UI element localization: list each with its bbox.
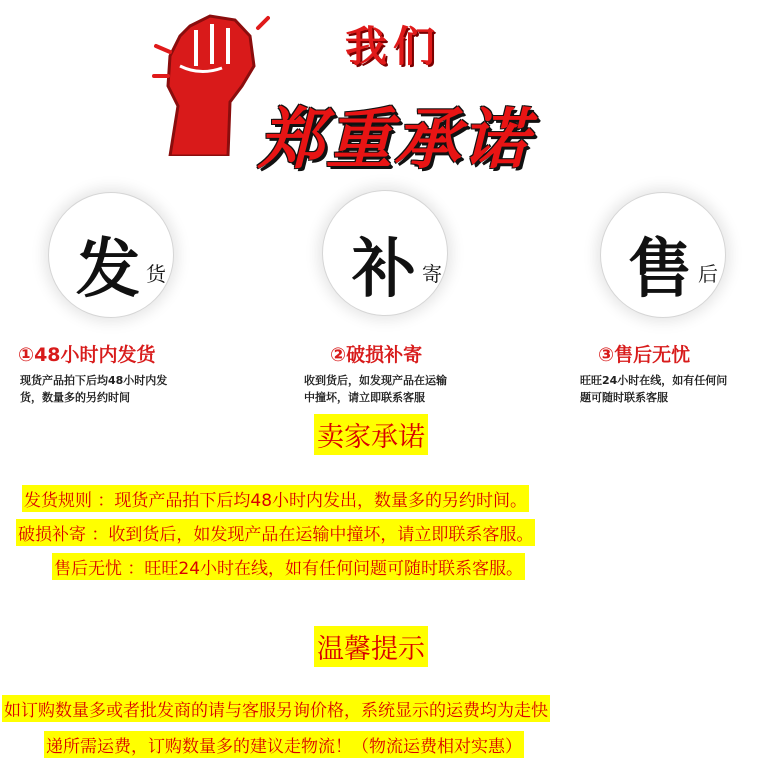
- aftersale-desc-line2: 题可随时联系客服: [580, 391, 668, 404]
- tips-line2: 递所需运费，订购数量多的建议走物流！（物流运费相对实惠）: [44, 731, 524, 758]
- aftersale-title: ③售后无忧: [598, 344, 691, 366]
- reship-small-char: 寄: [422, 262, 442, 286]
- header-line1: 我们: [345, 22, 442, 71]
- ship-small-char: 货: [146, 262, 166, 286]
- header-line2: 郑重承诺: [258, 101, 530, 178]
- ship-big-char: 发: [76, 232, 140, 307]
- aftersale-big-char: 售: [628, 232, 692, 307]
- reship-desc-line1: 收到货后，如发现产品在运输: [304, 374, 447, 387]
- reship-big-char: 补: [352, 232, 416, 307]
- seller-promise-line3: 售后无忧 ：旺旺24小时在线，如有任何问题可随时联系客服。: [52, 553, 525, 580]
- ship-desc-line1: 现货产品拍下后均48小时内发: [20, 374, 168, 387]
- aftersale-desc-line1: 旺旺24小时在线，如有任何问: [580, 374, 728, 387]
- reship-desc-line2: 中撞坏，请立即联系客服: [304, 391, 425, 404]
- ship-title: ①48小时内发货: [18, 344, 156, 366]
- tips-line1: 如订购数量多或者批发商的请与客服另询价格，系统显示的运费均为走快: [2, 695, 550, 722]
- reship-title: ②破损补寄: [330, 344, 423, 366]
- tips-title: 温馨提示: [314, 626, 428, 667]
- seller-promise-line2: 破损补寄 ：收到货后，如发现产品在运输中撞坏，请立即联系客服。: [16, 519, 535, 546]
- seller-promise-line1: 发货规则 ：现货产品拍下后均48小时内发出，数量多的另约时间。: [22, 485, 529, 512]
- aftersale-small-char: 后: [698, 262, 718, 286]
- ship-desc-line2: 货，数量多的另约时间: [20, 391, 130, 404]
- raised-fist-icon: [150, 6, 270, 156]
- seller-promise-title: 卖家承诺: [314, 414, 428, 455]
